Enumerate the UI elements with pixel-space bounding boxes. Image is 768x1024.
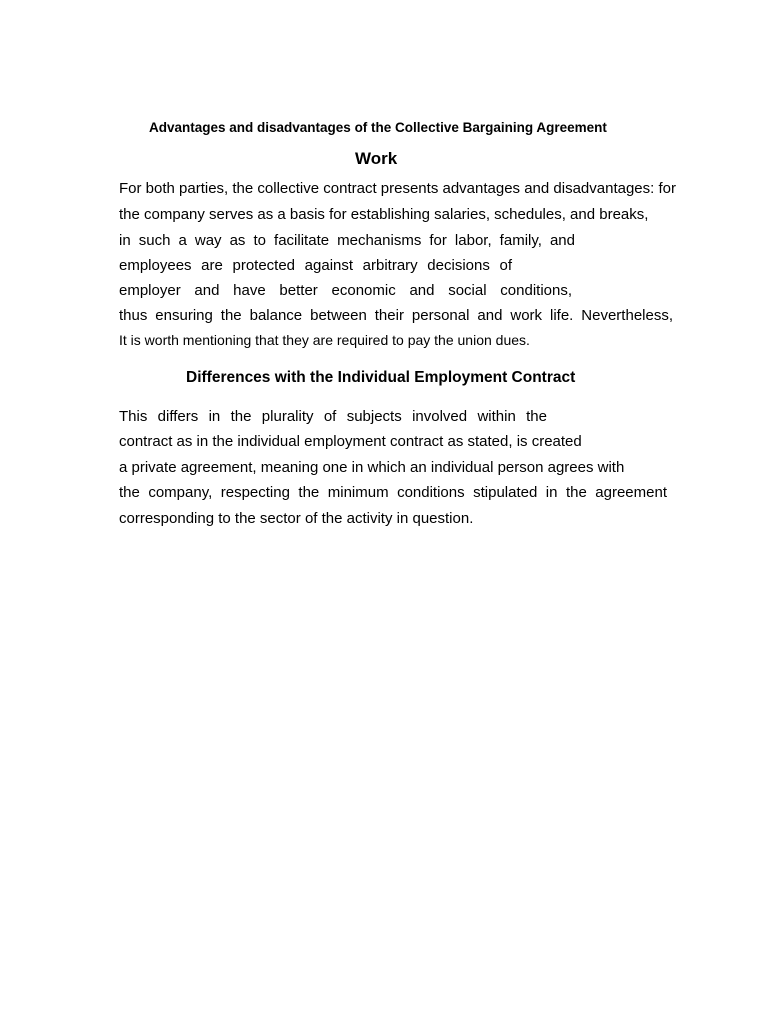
paragraph-line: a private agreement, meaning one in which an individual person agrees with	[119, 459, 625, 476]
document-title-continued: Work	[355, 149, 398, 168]
paragraph-line: For both parties, the collective contract presents advantages and disadvantages: for	[119, 180, 676, 197]
paragraph-line: contract as in the individual employment contract as stated, is created	[119, 433, 582, 450]
paragraph-line: corresponding to the sector of the activity in question.	[119, 510, 474, 527]
paragraph-line: It is worth mentioning that they are required to pay the union dues.	[119, 332, 530, 348]
paragraph-line: in such a way as to facilitate mechanisms for labor, family, and	[119, 232, 575, 249]
section-heading: Differences with the Individual Employment Contract	[186, 369, 576, 386]
paragraph-line: employees are protected against arbitrary decisions of	[119, 257, 512, 274]
paragraph-line: thus ensuring the balance between their personal and work life. Nevertheless,	[119, 307, 673, 324]
paragraph-line: the company serves as a basis for establishing salaries, schedules, and breaks,	[119, 206, 649, 223]
paragraph-line: This differs in the plurality of subjects involved within the	[119, 408, 547, 425]
document-title: Advantages and disadvantages of the Collective Bargaining Agreement	[149, 120, 607, 135]
paragraph-line: employer and have better economic and social conditions,	[119, 282, 572, 299]
paragraph-line: the company, respecting the minimum conditions stipulated in the agreement	[119, 484, 667, 501]
